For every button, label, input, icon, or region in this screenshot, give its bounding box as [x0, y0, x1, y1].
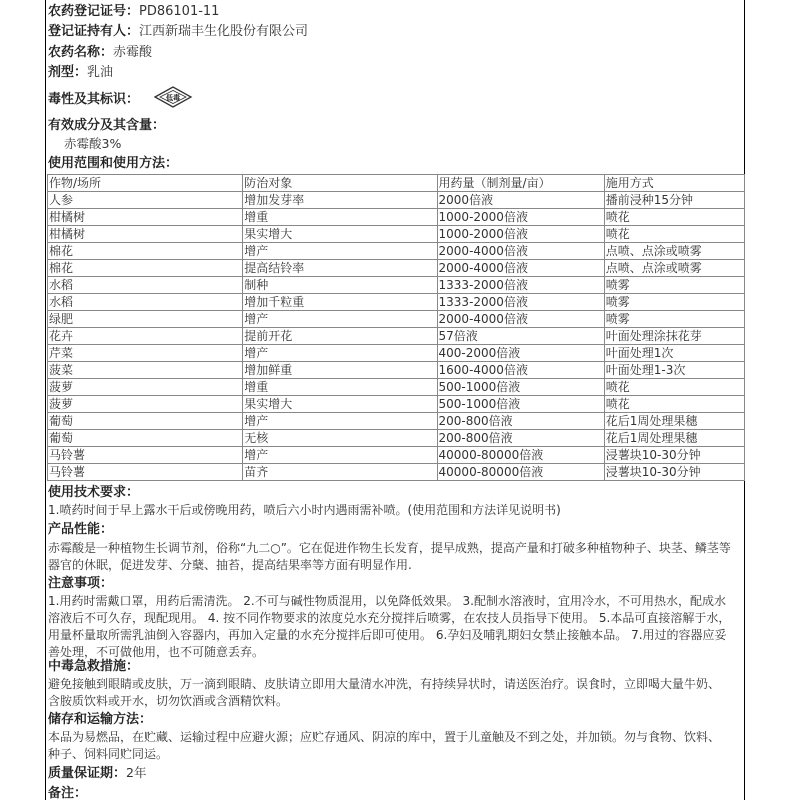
- header-target: 防治对象: [243, 175, 437, 192]
- usage-table-row: [48, 413, 745, 430]
- cell-target: 苗齐: [243, 464, 437, 481]
- cell-method: 花后1周处理果穗: [604, 430, 744, 447]
- cell-dosage: 500-1000倍液: [437, 379, 604, 396]
- cell-dosage: 2000倍液: [437, 192, 604, 209]
- shelf-life-row: [48, 765, 146, 782]
- first-aid-label: 中毒急救措施：: [48, 659, 140, 674]
- cell-target: 增加千粒重: [243, 294, 437, 311]
- cell-method: 喷雾: [604, 277, 744, 294]
- usage-table-row: [48, 430, 745, 447]
- cell-dosage: 1333-2000倍液: [437, 294, 604, 311]
- usage-heading: [48, 156, 178, 172]
- storage-line: 种子、饲料同贮同运。: [48, 747, 169, 761]
- ingredient-heading: [48, 118, 165, 134]
- first-aid-line: 避免接触到眼睛或皮肤，万一滴到眼睛、皮肤请立即用大量清水冲洗，有持续异状时，请送医治疗。误食时，立即喝大量牛奶、: [48, 677, 721, 691]
- precautions-line: 善处理，不可做他用，也不可随意丢弃。: [48, 645, 265, 659]
- ingredient-label: 有效成分及其含量：: [48, 118, 166, 133]
- storage-line: 本品为易燃品，在贮藏、运输过程中应避火源；应贮存通风、阴凉的库中，置于儿童触及不到之处，并加锁。勿与食物、饮料、: [48, 730, 721, 744]
- cell-method: 喷花: [604, 226, 744, 243]
- header-method: 施用方式: [604, 175, 744, 192]
- usage-table-header-row: [48, 175, 745, 192]
- cell-dosage: 200-800倍液: [437, 430, 604, 447]
- usage-table-row: [48, 345, 745, 362]
- usage-table-row: [48, 311, 745, 328]
- usage-table: [47, 174, 745, 481]
- usage-table-row: [48, 328, 745, 345]
- cell-crop: 菠萝: [48, 379, 243, 396]
- cell-target: 增产: [243, 413, 437, 430]
- usage-table-row: [48, 277, 745, 294]
- cell-crop: 棉花: [48, 243, 243, 260]
- cell-crop: 水稻: [48, 294, 243, 311]
- performance-label: 产品性能：: [48, 522, 114, 537]
- tech-label: 使用技术要求：: [48, 485, 140, 500]
- cell-dosage: 500-1000倍液: [437, 396, 604, 413]
- cell-target: 提前开花: [243, 328, 437, 345]
- tech-heading: [48, 485, 139, 501]
- cell-target: 增产: [243, 345, 437, 362]
- cell-target: 制种: [243, 277, 437, 294]
- usage-table-row: [48, 226, 745, 243]
- performance-line: 赤霉酸是一种植物生长调节剂，俗称“九二○”。它在促进作物生长发育，提早成熟，提高产量和打破多种植物种子、块茎、鳞茎等: [48, 541, 731, 555]
- cell-method: 浸薯块10-30分钟: [604, 447, 744, 464]
- precautions-heading: [48, 576, 113, 592]
- cell-target: 提高结铃率: [243, 260, 437, 277]
- header-dosage: 用药量（制剂量/亩）: [437, 175, 604, 192]
- usage-table-row: [48, 362, 745, 379]
- cell-crop: 棉花: [48, 260, 243, 277]
- first-aid-text: [48, 676, 742, 710]
- first-aid-heading: [48, 659, 139, 675]
- shelf-life-value: 2年: [126, 765, 147, 780]
- cell-crop: 柑橘树: [48, 209, 243, 226]
- storage-label: 储存和运输方法：: [48, 712, 153, 727]
- name-label: 农药名称：: [48, 45, 114, 60]
- cell-dosage: 57倍液: [437, 328, 604, 345]
- cell-target: 增加鲜重: [243, 362, 437, 379]
- cell-dosage: 200-800倍液: [437, 413, 604, 430]
- performance-text: [48, 540, 742, 574]
- usage-table-row: [48, 243, 745, 260]
- usage-table-body: [48, 175, 745, 481]
- cell-dosage: 1333-2000倍液: [437, 277, 604, 294]
- cell-crop: 马铃薯: [48, 464, 243, 481]
- cell-method: 喷雾: [604, 311, 744, 328]
- cell-crop: 芹菜: [48, 345, 243, 362]
- cert-no-value: PD86101-11: [139, 4, 220, 19]
- holder-value: 江西新瑞丰生化股份有限公司: [139, 24, 309, 39]
- cell-method: 喷花: [604, 209, 744, 226]
- header-crop: 作物/场所: [48, 175, 243, 192]
- tech-text: 1.喷药时间于早上露水干后或傍晚用药，喷后六小时内遇雨需补喷。(使用范围和方法详见说明书): [48, 503, 561, 517]
- performance-heading: [48, 522, 113, 538]
- cell-dosage: 2000-4000倍液: [437, 260, 604, 277]
- formulation-row: [48, 65, 113, 81]
- cell-dosage: 1000-2000倍液: [437, 226, 604, 243]
- document-frame: [45, 0, 745, 800]
- cell-method: 叶面处理1次: [604, 345, 744, 362]
- cell-target: 果实增大: [243, 396, 437, 413]
- cell-target: 增重: [243, 379, 437, 396]
- cell-target: 无核: [243, 430, 437, 447]
- usage-table-row: [48, 379, 745, 396]
- cell-dosage: 1000-2000倍液: [437, 209, 604, 226]
- cell-crop: 人参: [48, 192, 243, 209]
- precautions-line: 1.用药时需戴口罩，用药后需清洗。 2.不可与碱性物质混用，以免降低效果。 3.配制水溶液时，宜用冷水，不可用热水，配成水: [48, 594, 726, 608]
- first-aid-line: 含胺质饮料或开水，切勿饮酒或含酒精饮料。: [48, 694, 289, 708]
- cell-crop: 绿肥: [48, 311, 243, 328]
- cell-target: 增重: [243, 209, 437, 226]
- formulation-value: 乳油: [87, 65, 114, 80]
- cell-method: 点喷、点涂或喷雾: [604, 243, 744, 260]
- performance-line: 器官的休眠，促进发芽、分蘖、抽苔，提高结果率等方面有明显作用.: [48, 558, 412, 572]
- cell-crop: 葡萄: [48, 430, 243, 447]
- toxicity-mark-text: 低毒: [166, 93, 181, 102]
- cell-dosage: 1600-4000倍液: [437, 362, 604, 379]
- cell-crop: 花卉: [48, 328, 243, 345]
- cell-method: 喷花: [604, 396, 744, 413]
- usage-table-row: [48, 396, 745, 413]
- usage-table-row: [48, 192, 745, 209]
- remarks-label: 备注：: [48, 786, 88, 801]
- cell-target: 果实增大: [243, 226, 437, 243]
- usage-table-row: [48, 260, 745, 277]
- cell-crop: 水稻: [48, 277, 243, 294]
- usage-label: 使用范围和使用方法：: [48, 156, 179, 171]
- precautions-label: 注意事项：: [48, 576, 114, 591]
- cell-dosage: 400-2000倍液: [437, 345, 604, 362]
- cell-crop: 马铃薯: [48, 447, 243, 464]
- cell-crop: 菠萝: [48, 396, 243, 413]
- formulation-label: 剂型：: [48, 65, 88, 80]
- precautions-line: 溶液后不可久存，现配现用。 4. 按不同作物要求的浓度兑水充分搅拌后喷雾，在农技人员指导下使用。 5.本品可直接溶解于水，: [48, 611, 731, 625]
- precautions-text: [48, 593, 742, 661]
- cell-dosage: 2000-4000倍液: [437, 311, 604, 328]
- cell-method: 播前浸种15分钟: [604, 192, 744, 209]
- cell-method: 花后1周处理果穗: [604, 413, 744, 430]
- cell-target: 增加发芽率: [243, 192, 437, 209]
- cell-target: 增产: [243, 243, 437, 260]
- holder-row: [48, 24, 308, 40]
- usage-table-row: [48, 294, 745, 311]
- holder-label: 登记证持有人：: [48, 24, 140, 39]
- precautions-line: 用量杯量取所需乳油倒入容器内，再加入定量的水充分搅拌后即可使用。 6.孕妇及哺乳期妇女禁止接触本品。 7.用过的容器应妥: [48, 628, 727, 642]
- storage-heading: [48, 712, 152, 728]
- cell-dosage: 40000-80000倍液: [437, 447, 604, 464]
- low-toxicity-diamond-icon: [153, 86, 193, 113]
- cert-no-label: 农药登记证号：: [48, 4, 140, 19]
- toxicity-label: 毒性及其标识：: [48, 92, 140, 107]
- cell-crop: 葡萄: [48, 413, 243, 430]
- toxicity-row: [48, 86, 193, 113]
- name-row: [48, 45, 152, 61]
- usage-table-row: [48, 464, 745, 481]
- cell-dosage: 40000-80000倍液: [437, 464, 604, 481]
- cert-no-row: [48, 4, 219, 20]
- shelf-life-label: 质量保证期：: [48, 766, 127, 781]
- cell-method: 喷雾: [604, 294, 744, 311]
- cell-dosage: 2000-4000倍液: [437, 243, 604, 260]
- cell-crop: 菠菜: [48, 362, 243, 379]
- usage-table-row: [48, 209, 745, 226]
- storage-text: [48, 729, 742, 763]
- cell-target: 增产: [243, 311, 437, 328]
- cell-method: 叶面处理1-3次: [604, 362, 744, 379]
- cell-method: 叶面处理涂抹花芽: [604, 328, 744, 345]
- cell-method: 喷花: [604, 379, 744, 396]
- cell-method: 浸薯块10-30分钟: [604, 464, 744, 481]
- cell-method: 点喷、点涂或喷雾: [604, 260, 744, 277]
- cell-crop: 柑橘树: [48, 226, 243, 243]
- ingredient-value: 赤霉酸3%: [64, 136, 122, 151]
- name-value: 赤霉酸: [113, 45, 153, 60]
- cell-target: 增产: [243, 447, 437, 464]
- usage-table-row: [48, 447, 745, 464]
